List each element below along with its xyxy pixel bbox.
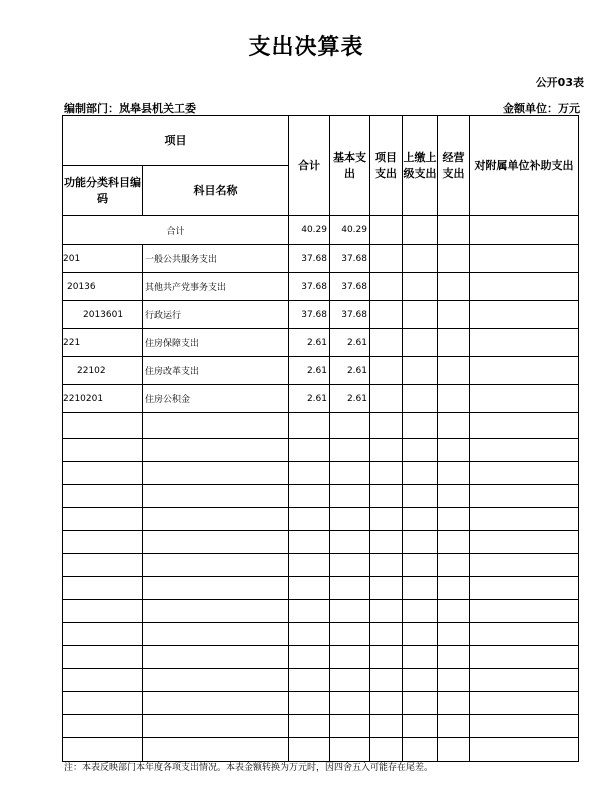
empty-cell — [289, 669, 330, 692]
empty-cell — [143, 439, 289, 462]
empty-cell — [403, 439, 438, 462]
empty-cell — [143, 413, 289, 439]
row-basic: 37.68 — [330, 273, 370, 301]
empty-cell — [403, 531, 438, 554]
empty-cell — [289, 413, 330, 439]
empty-cell — [403, 413, 438, 439]
empty-cell — [438, 439, 470, 462]
empty-cell — [289, 531, 330, 554]
table-row — [63, 385, 579, 413]
empty-cell — [63, 439, 143, 462]
empty-cell — [63, 508, 143, 531]
empty-cell — [438, 738, 470, 762]
empty-row — [63, 738, 579, 762]
empty-cell — [438, 692, 470, 715]
empty-cell — [143, 554, 289, 577]
empty-cell — [330, 485, 370, 508]
empty-cell — [403, 508, 438, 531]
empty-row — [63, 692, 579, 715]
department-label: 编制部门：岚皋县机关工委 — [64, 102, 196, 115]
empty-cell — [289, 508, 330, 531]
empty-cell — [403, 623, 438, 646]
empty-cell — [330, 531, 370, 554]
row-empty-cell — [370, 357, 403, 385]
row-total: 2.61 — [289, 357, 330, 385]
empty-cell — [289, 439, 330, 462]
row-basic: 37.68 — [330, 301, 370, 329]
empty-cell — [470, 738, 579, 762]
row-code: 221 — [63, 329, 143, 357]
table-row — [63, 245, 579, 273]
row-empty-cell — [403, 273, 438, 301]
row-empty-cell — [403, 301, 438, 329]
row-empty-cell — [470, 329, 579, 357]
header-code: 功能分类科目编码 — [63, 166, 143, 216]
empty-cell — [289, 646, 330, 669]
empty-row — [63, 669, 579, 692]
row-empty-cell — [470, 301, 579, 329]
empty-cell — [330, 600, 370, 623]
empty-row — [63, 623, 579, 646]
empty-cell — [403, 600, 438, 623]
empty-cell — [330, 413, 370, 439]
empty-row — [63, 577, 579, 600]
empty-cell — [470, 600, 579, 623]
empty-cell — [438, 646, 470, 669]
empty-cell — [143, 646, 289, 669]
empty-row — [63, 554, 579, 577]
empty-cell — [289, 554, 330, 577]
row-empty-cell — [403, 357, 438, 385]
empty-cell — [370, 715, 403, 738]
empty-row — [63, 531, 579, 554]
row-name: 住房改革支出 — [143, 357, 289, 385]
row-empty-cell — [403, 245, 438, 273]
empty-cell — [370, 485, 403, 508]
empty-cell — [63, 413, 143, 439]
total-row-total: 40.29 — [289, 216, 330, 245]
empty-cell — [438, 413, 470, 439]
empty-cell — [403, 646, 438, 669]
empty-cell — [370, 462, 403, 485]
empty-cell — [403, 485, 438, 508]
empty-cell — [470, 669, 579, 692]
empty-cell — [470, 413, 579, 439]
empty-cell — [370, 531, 403, 554]
row-name: 住房公积金 — [143, 385, 289, 413]
row-total: 37.68 — [289, 245, 330, 273]
footnote: 注：本表反映部门本年度各项支出情况。本表金额转换为万元时，因四舍五入可能存在尾差。 — [64, 763, 434, 773]
header-business: 经营支出 — [438, 116, 470, 216]
empty-cell — [330, 439, 370, 462]
empty-cell — [438, 715, 470, 738]
row-empty-cell — [470, 357, 579, 385]
empty-cell — [289, 715, 330, 738]
empty-cell — [143, 600, 289, 623]
empty-cell — [438, 577, 470, 600]
empty-cell — [63, 669, 143, 692]
row-empty-cell — [370, 245, 403, 273]
empty-cell — [438, 623, 470, 646]
header-total: 合计 — [289, 116, 330, 216]
table-row — [63, 329, 579, 357]
empty-cell — [470, 577, 579, 600]
row-code: 2013601 — [63, 301, 143, 329]
row-empty-cell — [470, 245, 579, 273]
row-empty-cell — [438, 329, 470, 357]
total-row — [63, 216, 579, 245]
empty-cell — [63, 462, 143, 485]
row-empty-cell — [370, 329, 403, 357]
empty-row — [63, 600, 579, 623]
empty-cell — [143, 715, 289, 738]
row-empty-cell — [470, 385, 579, 413]
empty-cell — [143, 462, 289, 485]
empty-cell — [403, 554, 438, 577]
empty-cell — [330, 554, 370, 577]
empty-row — [63, 508, 579, 531]
empty-cell — [370, 439, 403, 462]
empty-row — [63, 413, 579, 439]
expenditure-table — [62, 115, 579, 762]
empty-cell — [438, 669, 470, 692]
empty-cell — [63, 485, 143, 508]
empty-cell — [330, 508, 370, 531]
empty-cell — [289, 600, 330, 623]
empty-cell — [438, 508, 470, 531]
empty-cell — [63, 738, 143, 762]
total-row-basic: 40.29 — [330, 216, 370, 245]
empty-cell — [470, 554, 579, 577]
row-basic: 2.61 — [330, 329, 370, 357]
row-basic: 2.61 — [330, 385, 370, 413]
empty-cell — [143, 531, 289, 554]
empty-cell — [470, 692, 579, 715]
empty-cell — [370, 554, 403, 577]
empty-cell — [403, 715, 438, 738]
header-name: 科目名称 — [143, 166, 289, 216]
row-empty-cell — [438, 385, 470, 413]
empty-cell — [370, 508, 403, 531]
empty-cell — [438, 554, 470, 577]
empty-cell — [470, 646, 579, 669]
empty-cell — [370, 738, 403, 762]
empty-cell — [63, 692, 143, 715]
empty-cell — [289, 577, 330, 600]
amount-unit-label: 金额单位：万元 — [503, 102, 580, 115]
row-empty-cell — [438, 357, 470, 385]
empty-row — [63, 715, 579, 738]
empty-cell — [470, 715, 579, 738]
empty-cell — [143, 577, 289, 600]
empty-cell — [143, 485, 289, 508]
page-title: 支出决算表 — [248, 34, 364, 60]
empty-cell — [289, 485, 330, 508]
row-empty-cell — [470, 273, 579, 301]
empty-cell — [63, 646, 143, 669]
empty-cell — [438, 485, 470, 508]
row-empty-cell — [370, 301, 403, 329]
header-superior: 上缴上级支出 — [403, 116, 438, 216]
empty-cell — [143, 508, 289, 531]
row-code: 20136 — [63, 273, 143, 301]
empty-cell — [143, 623, 289, 646]
form-number: 公开03表 — [535, 76, 584, 89]
row-empty-cell — [403, 329, 438, 357]
row-name: 行政运行 — [143, 301, 289, 329]
empty-cell — [470, 531, 579, 554]
table-row — [63, 273, 579, 301]
row-total: 37.68 — [289, 273, 330, 301]
empty-cell — [470, 439, 579, 462]
empty-cell — [330, 715, 370, 738]
row-basic: 37.68 — [330, 245, 370, 273]
empty-cell — [470, 485, 579, 508]
row-empty-cell — [370, 385, 403, 413]
empty-cell — [330, 577, 370, 600]
table-row — [63, 357, 579, 385]
empty-cell — [63, 577, 143, 600]
empty-cell — [330, 738, 370, 762]
empty-cell — [289, 692, 330, 715]
empty-row — [63, 646, 579, 669]
empty-cell — [438, 600, 470, 623]
empty-cell — [403, 669, 438, 692]
empty-cell — [403, 462, 438, 485]
empty-cell — [143, 738, 289, 762]
empty-cell — [370, 600, 403, 623]
row-code: 22102 — [63, 357, 143, 385]
empty-cell — [370, 623, 403, 646]
header-basic: 基本支出 — [330, 116, 370, 216]
row-total: 37.68 — [289, 301, 330, 329]
empty-cell — [330, 462, 370, 485]
row-code: 2210201 — [63, 385, 143, 413]
row-empty-cell — [438, 273, 470, 301]
empty-cell — [63, 600, 143, 623]
row-code: 201 — [63, 245, 143, 273]
row-total: 2.61 — [289, 329, 330, 357]
empty-cell — [289, 462, 330, 485]
empty-cell — [403, 738, 438, 762]
empty-cell — [470, 508, 579, 531]
empty-cell — [289, 738, 330, 762]
total-row-label: 合计 — [63, 216, 289, 245]
empty-cell — [438, 462, 470, 485]
empty-cell — [143, 669, 289, 692]
empty-cell — [330, 646, 370, 669]
empty-cell — [330, 669, 370, 692]
header-subsidy: 对附属单位补助支出 — [470, 116, 579, 216]
empty-cell — [370, 692, 403, 715]
empty-row — [63, 439, 579, 462]
empty-cell — [143, 692, 289, 715]
empty-cell — [370, 413, 403, 439]
empty-cell — [63, 531, 143, 554]
header-project: 项目支出 — [370, 116, 403, 216]
empty-cell — [438, 531, 470, 554]
empty-cell — [63, 623, 143, 646]
empty-cell — [370, 577, 403, 600]
row-empty-cell — [438, 245, 470, 273]
empty-row — [63, 462, 579, 485]
empty-cell — [330, 623, 370, 646]
empty-cell — [370, 669, 403, 692]
empty-cell — [403, 577, 438, 600]
row-empty-cell — [403, 385, 438, 413]
empty-cell — [470, 462, 579, 485]
empty-cell — [470, 623, 579, 646]
row-name: 其他共产党事务支出 — [143, 273, 289, 301]
row-empty-cell — [438, 301, 470, 329]
empty-cell — [330, 692, 370, 715]
empty-cell — [403, 692, 438, 715]
empty-cell — [63, 554, 143, 577]
row-empty-cell — [370, 273, 403, 301]
empty-cell — [289, 623, 330, 646]
empty-row — [63, 485, 579, 508]
row-name: 住房保障支出 — [143, 329, 289, 357]
empty-cell — [63, 715, 143, 738]
empty-cell — [370, 646, 403, 669]
table-row — [63, 301, 579, 329]
header-item: 项目 — [63, 116, 289, 166]
row-total: 2.61 — [289, 385, 330, 413]
row-name: 一般公共服务支出 — [143, 245, 289, 273]
row-basic: 2.61 — [330, 357, 370, 385]
